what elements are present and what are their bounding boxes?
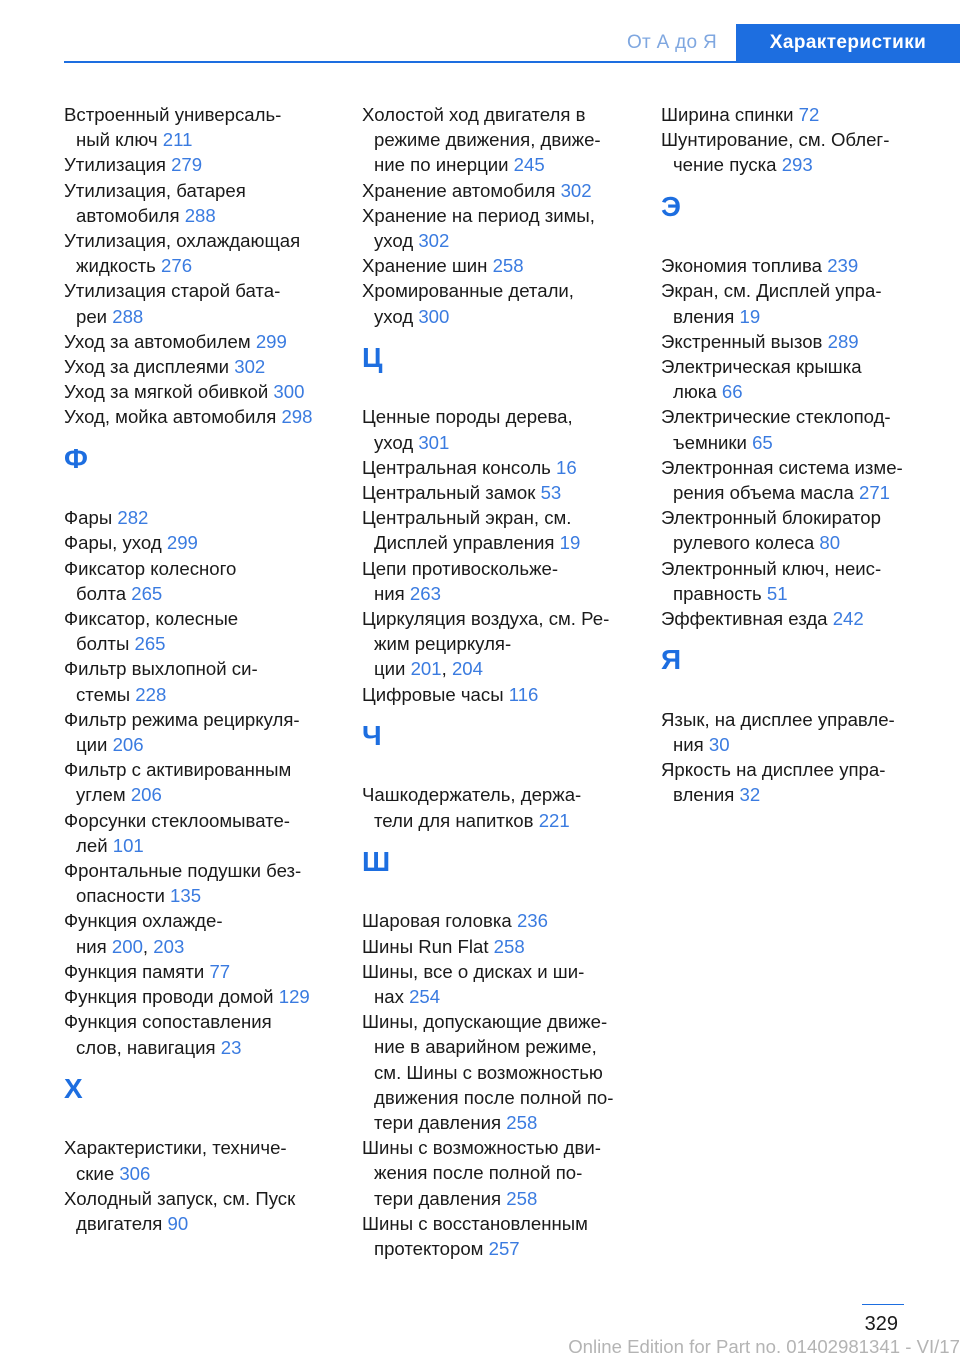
index-entry [64,530,334,555]
index-entry-text: ские [76,1162,120,1184]
index-entry [362,782,632,832]
index-entry-text: болты [76,633,135,655]
page-reference-link[interactable]: 258 [506,1112,538,1134]
index-entry [661,354,931,404]
index-entry [362,480,632,505]
index-entry [64,959,334,984]
index-entry-text: ный ключ [76,129,163,151]
page-reference-link[interactable]: 77 [209,960,231,982]
index-entry-text: Фары [64,507,118,529]
index-letter-heading [64,430,334,506]
index-entry-text: Дисплей управления [374,532,560,554]
index-entry: Функция охлажде- ния 200, 203 [64,910,223,957]
index-entry-text: Уход за дисплеями [64,356,235,378]
index-entry-text: Форсунки стеклоомывате- [64,809,290,831]
index-entry-text: жидкость [76,255,162,277]
index-entry [64,707,334,757]
index-entry-text: режиме движения, движе- [374,129,601,151]
index-entry [64,329,334,354]
index-entry [64,757,334,807]
index-entry [64,278,334,328]
index-entry [661,404,931,454]
index-entry-text: Функция проводи домой [64,986,279,1008]
index-letter: Э [661,190,681,222]
index-entry-text: Хранение на период зимы, [362,204,595,226]
page-reference-link[interactable]: 53 [540,482,562,504]
index-entry [362,1135,632,1211]
index-entry-text: Центральный замок [362,482,541,504]
page-reference-link[interactable]: 298 [281,406,313,428]
page-reference-link[interactable]: 300 [418,305,450,327]
page-reference-link[interactable]: 271 [858,482,891,504]
page-reference-link[interactable]: 282 [117,507,149,529]
index-entry [64,1135,334,1185]
index-column-3 [661,102,931,808]
page-reference-link[interactable]: 265 [131,582,163,604]
index-entry-text: слов, навигация [76,1036,221,1058]
index-entry [661,455,931,505]
index-entry-text: уход [374,431,419,453]
index-letter-heading [362,329,632,405]
page-reference-link[interactable]: 66 [721,381,743,403]
index-entry-text: углем [76,784,131,806]
index-entry [64,102,334,152]
index-entry-text: Фары, уход [64,532,167,554]
index-entry-text: Характеристики, техниче- [64,1137,287,1159]
page-number-rule [862,1304,904,1305]
index-entry [362,1009,632,1135]
index-entry [661,606,931,631]
index-entry [362,908,632,933]
index-entry-text: протектором [374,1238,489,1260]
index-entry [661,278,931,328]
index-letter-heading [661,631,931,707]
page-reference-link[interactable]: 19 [559,532,581,554]
index-entry-text: Шины с возможностью дви- [362,1137,601,1159]
index-entry-text: Уход за автомобилем [64,330,256,352]
index-entry-text: Шины, допускающие движе- [362,1011,608,1033]
index-entry-text: Фиксатор колесного [64,557,237,579]
index-entry [362,178,632,203]
index-entry-text: Электронный ключ, неис- [661,557,882,579]
index-letter-heading [64,1060,334,1136]
index-entry [362,278,632,328]
index-entry-text: правность [673,582,767,604]
index-entry-text: жения после полной по- [374,1162,583,1184]
index-entry-text: Циркуляция воздуха, см. Ре- [362,608,610,630]
page-reference-link[interactable]: 228 [135,683,167,705]
index-entry-text: вления [673,305,740,327]
index-entry-text: Функция памяти [64,960,210,982]
index-entry [64,379,334,404]
index-entry-text: лей [76,834,113,856]
page-reference-link[interactable]: 203 [153,935,185,957]
index-entry [661,757,931,807]
index-entry [64,984,334,1009]
index-entry-text: автомобиля [76,204,185,226]
index-entry [64,505,334,530]
index-letter-heading [661,178,931,254]
page-reference-link[interactable]: 51 [766,582,788,604]
page-reference-link[interactable]: 302 [560,179,592,201]
page-reference-link[interactable]: 258 [492,255,524,277]
header-rule [64,61,960,63]
index-entry-text: стемы [76,683,136,705]
index-entry [64,178,334,228]
page-reference-link[interactable]: 19 [739,305,761,327]
index-entry-text: Чашкодержатель, держа- [362,784,582,806]
index-entry-text: Шунтирование, см. Облег- [661,129,890,151]
index-entry-text: Утилизация старой бата- [64,280,281,302]
page-reference-link[interactable]: 300 [273,381,305,403]
index-entry-text: Экономия топлива [661,255,828,277]
index-entry-text: ния [374,582,410,604]
page-reference-link[interactable]: 116 [508,683,539,705]
index-column-1 [64,102,334,1236]
index-entry-text: тери давления [374,1112,507,1134]
index-entry-text: Шины Run Flat [362,935,494,957]
page-reference-link[interactable]: 302 [234,356,266,378]
index-entry-text: ции [76,734,113,756]
page-reference-link[interactable]: 201 [410,658,442,680]
index-entry-text: Центральный экран, см. [362,507,572,529]
page-reference-link[interactable]: 32 [739,784,761,806]
header-section-title[interactable]: От А до Я [626,32,718,53]
index-entry [64,228,334,278]
index-entry [362,556,632,606]
index-entry-text: Шаровая головка [362,910,517,932]
page-reference-link[interactable]: 279 [171,154,203,176]
index-entry-text: Цифровые часы [362,683,509,705]
index-entry-text: ние по инерции [374,154,514,176]
index-entry-text: Электрическая крышка [661,356,862,378]
index-entry-text: Фронтальные подушки без- [64,860,302,882]
index-entry-text: рулевого колеса [673,532,820,554]
page-reference-link[interactable]: 302 [418,230,450,252]
page-reference-link[interactable]: 23 [220,1036,242,1058]
index-letter: Я [661,644,682,676]
index-entry-text: жим рециркуля- [374,633,512,655]
page-reference-link[interactable]: 258 [506,1187,538,1209]
page-reference-link[interactable]: 200 [111,935,143,957]
page-reference-link[interactable]: 30 [708,734,730,756]
page-reference-link[interactable]: 90 [167,1212,189,1234]
index-entry-text: Встроенный универсаль- [64,104,282,125]
index-entry-text: рения объема масла [673,482,859,504]
index-entry [64,1009,334,1059]
index-entry [64,858,334,908]
index-entry-text: чение пуска [673,154,782,176]
page-number: 329 [864,1313,898,1335]
page-reference-link[interactable]: 236 [516,910,548,932]
index-entry [64,152,334,177]
index-entry-text: ции [374,658,411,680]
index-entry [64,354,334,379]
index-letter: Ш [362,845,391,877]
index-letter: Ц [362,341,383,373]
page-reference-link[interactable]: 288 [184,204,216,226]
page-reference-link[interactable]: 129 [278,986,310,1008]
page-reference-link[interactable]: 206 [112,734,144,756]
index-entry [362,253,632,278]
page-reference-link[interactable]: 101 [112,834,144,856]
index-entry [661,556,931,606]
index-entry-text: Хранение автомобиля [362,179,561,201]
index-letter: Х [64,1072,83,1104]
index-entry-text: Утилизация [64,154,172,176]
index-entry [362,404,632,454]
index-entry-text: Фильтр выхлопной си- [64,658,258,680]
index-entry-text: Ширина спинки [661,104,799,125]
index-entry-text: двигателя [76,1212,168,1234]
index-entry-text: люка [673,381,722,403]
index-entry-text: тели для напитков [374,809,539,831]
index-entry-text: уход [374,305,419,327]
index-entry-text: Функция сопоставления [64,1011,272,1033]
page-reference-link[interactable]: 293 [781,154,813,176]
index-entry [362,505,632,555]
index-entry-text: см. Шины с возможностью [374,1061,603,1083]
index-entry [362,203,632,253]
index-entry-text: Электронный блокиратор [661,507,881,529]
index-letter-heading [362,707,632,783]
index-entry-text: Холодный запуск, см. Пуск [64,1187,296,1209]
index-entry-text: Холостой ход двигателя в [362,104,586,125]
index-entry-text: тери давления [374,1187,507,1209]
index-entry-text: уход [374,230,419,252]
index-entry [661,102,931,127]
index-entry-text: ние в аварийном режиме, [374,1036,597,1058]
page-reference-link[interactable]: 257 [488,1238,520,1260]
index-entry [661,707,931,757]
page-reference-link[interactable]: 72 [798,104,820,125]
index-entry-text: Экстренный вызов [661,330,828,352]
index-entry-text: ния [76,935,112,957]
footer-edition: Online Edition for Part no. 01402981341 - VI/17 [568,1336,960,1357]
index-entry [661,329,931,354]
index-entry-text: движения после полной по- [374,1086,614,1108]
page-reference-link[interactable]: 135 [170,885,202,907]
index-entry-text: Центральная консоль [362,456,557,478]
index-entry-text: реи [76,305,113,327]
index-entry [362,959,632,1009]
index-letter: Ч [362,719,382,751]
index-entry-text: опасности [76,885,171,907]
page-reference-link[interactable]: 258 [493,935,525,957]
index-entry: Циркуляция воздуха, см. Ре- жим рециркуля- ции 201, 204 [362,608,610,680]
index-entry-text: болта [76,582,132,604]
page-reference-link[interactable]: 239 [827,255,859,277]
index-entry-text: Уход, мойка автомобиля [64,406,282,428]
index-entry-text: Фильтр режима рециркуля- [64,708,300,730]
index-entry-text: Эффективная езда [661,608,833,630]
page-reference-link[interactable]: 299 [166,532,198,554]
index-entry [661,127,931,177]
index-entry [64,656,334,706]
index-entry [362,1211,632,1261]
index-letter-heading [362,833,632,909]
index-entry-text: Фильтр с активированным [64,759,292,781]
page-reference-link[interactable]: 204 [451,658,483,680]
index-entry-text: Хранение шин [362,255,493,277]
index-entry [64,1186,334,1236]
index-entry-text: ъемники [673,431,753,453]
page-reference-link[interactable]: 245 [513,154,545,176]
page-reference-link[interactable]: 301 [418,431,450,453]
index-entry [362,102,632,178]
index-entry [661,505,931,555]
index-entry-text: Утилизация, охлаждающая [64,230,301,252]
index-entry [64,808,334,858]
page-reference-link[interactable]: 65 [752,431,773,453]
page-reference-link[interactable]: 299 [255,330,287,352]
index-letter: Ф [64,442,88,474]
page-reference-link[interactable]: 254 [409,986,441,1008]
page-reference-link[interactable]: 211 [162,129,193,151]
index-entry [362,934,632,959]
index-entry-text: ния [673,734,709,756]
index-entry [362,455,632,480]
page-reference-link[interactable]: 242 [832,608,864,630]
index-entry [661,253,931,278]
index-entry-text: Электрические стеклопод- [661,406,891,428]
index-entry-text: Уход за мягкой обивкой [64,381,274,403]
page-reference-link[interactable]: 80 [819,532,841,554]
index-column-2 [362,102,632,1261]
index-entry [64,556,334,606]
index-entry-text: Шины, все о дисках и ши- [362,960,585,982]
header-chapter-tab[interactable]: Характеристики [736,24,960,62]
page-reference-link[interactable]: 306 [119,1162,151,1184]
index-entry-text: Цепи противоскольже- [362,557,559,579]
index-entry [64,606,334,656]
index-entry [64,404,334,429]
index-entry-text: Экран, см. Дисплей упра- [661,280,882,302]
page-reference-link[interactable]: 265 [134,633,166,655]
index-entry-text: Шины с восстановленным [362,1212,588,1234]
index-entry-text: Яркость на дисплее упра- [661,759,886,781]
index-entry-text: Электронная система изме- [661,456,903,478]
index-entry-text: Утилизация, батарея [64,179,246,201]
page-reference-link[interactable]: 221 [538,809,570,831]
index-entry-text: Фиксатор, колесные [64,608,239,630]
page-reference-link[interactable]: 276 [161,255,193,277]
page-reference-link[interactable]: 288 [112,305,144,327]
index-entry [362,682,632,707]
page-reference-link[interactable]: 16 [556,456,577,478]
index-entry-text: Язык, на дисплее управле- [661,708,895,730]
index-entry-text: нах [374,986,410,1008]
page-reference-link[interactable]: 263 [409,582,441,604]
index-entry-text: Ценные породы дерева, [362,406,573,428]
index-entry-text: Функция охлажде- [64,910,223,932]
index-entry-text: вления [673,784,740,806]
page-reference-link[interactable]: 289 [827,330,859,352]
index-entry-text: Хромированные детали, [362,280,574,302]
page-reference-link[interactable]: 206 [130,784,162,806]
